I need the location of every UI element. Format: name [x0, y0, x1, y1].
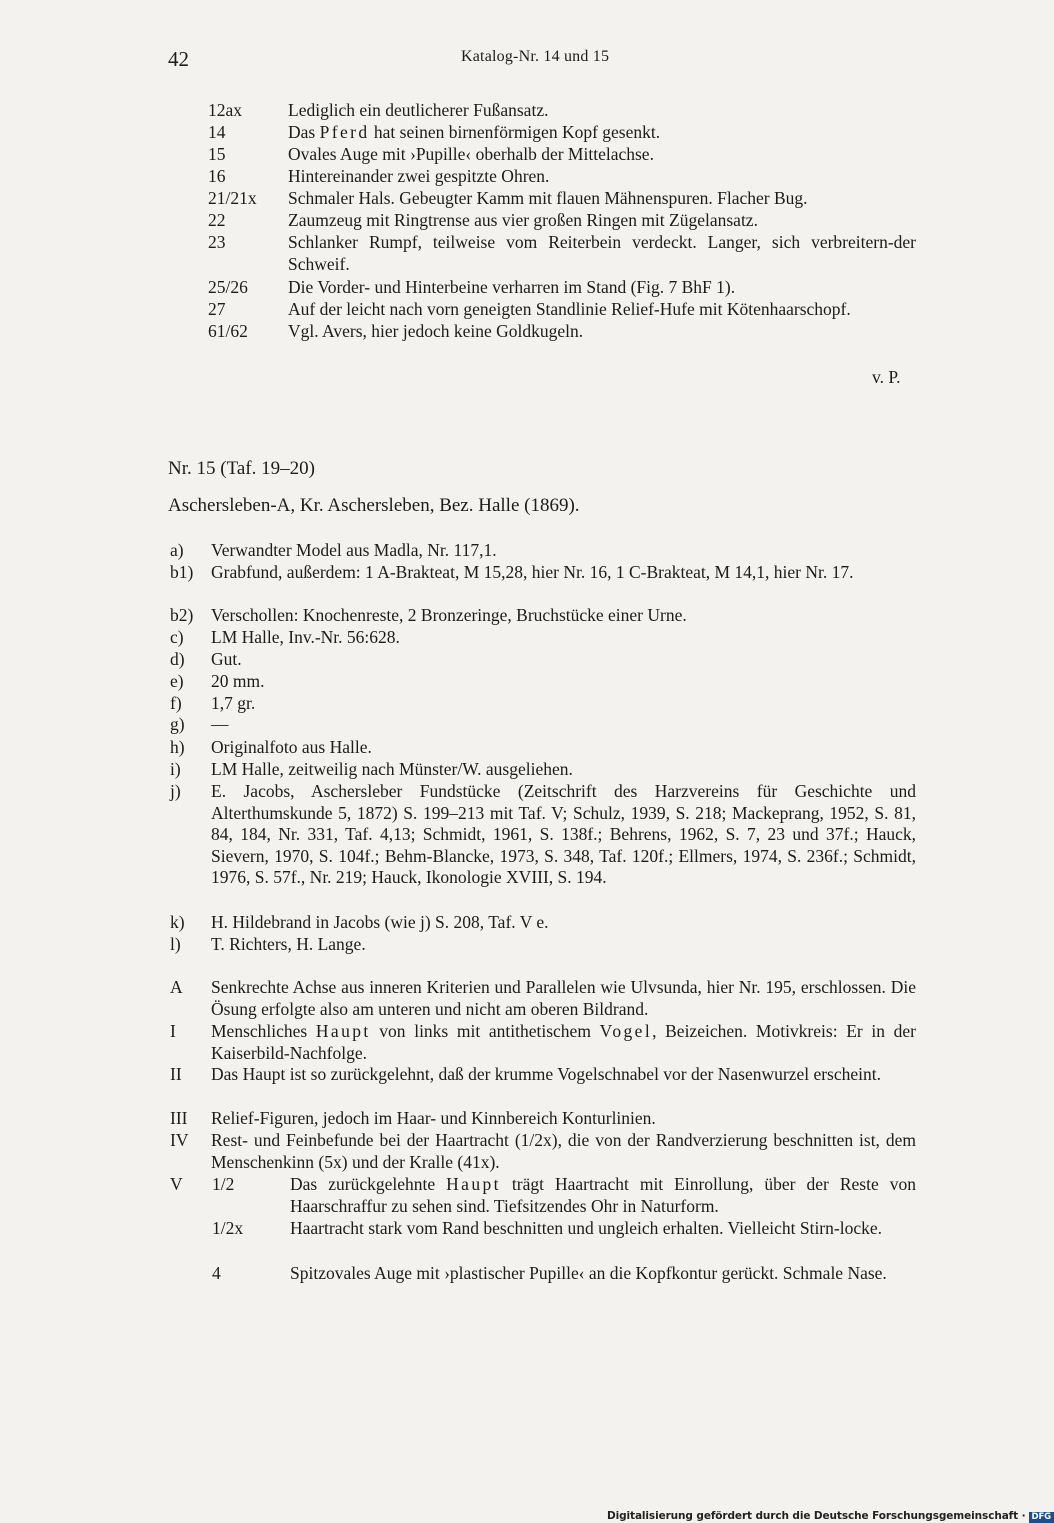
running-head: Katalog-Nr. 14 und 15 [461, 48, 610, 65]
author-signature: v. P. [872, 367, 901, 387]
entry-location: Aschersleben-A, Kr. Aschersleben, Bez. Halle (1869). [168, 495, 580, 516]
dfg-logo: DFG [1029, 1512, 1054, 1523]
entry-title: Nr. 15 (Taf. 19–20) [168, 458, 315, 479]
document-page: 42 Katalog-Nr. 14 und 15 12ax Lediglich ein deutlicherer Fußansatz. 14 Das Pferd hat seinen birnenförmigen Kopf gesenkt. 15 Ovales Auge mit ›Pupille‹ oberhalb der Mittelachse. 16 Hintereinander zwei gespitzte Ohren. 21/21x Schmaler Hals. Gebeugter Kamm mit flauen Mähnenspuren. Flacher Bug. 22 Zaumzeug mit Ringtrense aus vier großen Ringen mit Zügelansatz. 23 Schlanker Rumpf, teilweise vom Reiterbein verdeckt. Langer, sich verbreitern-der Schweif. 25/26 Die Vorder- und Hinterbeine verharren im Stand (Fig. 7 BhF 1). 27 Auf der leicht nach vorn geneigten Standlinie Relief-Hufe mit Kötenhaarschopf. 61/62 Vgl. Avers, hier jedoch keine Goldkugeln. v. P. Nr. 15 (Taf. 19–20) Aschersleben-A, Kr. Aschersleben, Bez. Halle (1869). a) Verwandter Model aus Madla, Nr. 117,1. b1) Grabfund, außerdem: 1 A-Brakteat, M 15,28, hier Nr. 16, 1 C-Brakteat, M 14,1, hier Nr. 17. b2) Verschollen: Knochenreste, 2 Bronzeringe, Bruchstücke einer Urne. c) LM Halle, Inv.-Nr. 56:628. d) Gut. e) 20 mm. f) 1,7 gr. g) — h) Originalfoto aus Halle. i) LM Halle, zeitweilig nach Münster/W. ausgeliehen. j) E. Jacobs, Aschersleber Fundstücke (Zeitschrift des Harzvereins für Geschichte und Alterthumskunde 5, 1872) S. 199–213 mit Taf. V; Schulz, 1939, S. 218; Mackeprang, 1952, S. 81, 84, 184, Nr. 331, Taf. 4,13; Schmidt, 1961, S. 138f.; Behrens, 1962, S. 7, 23 und 37f.; Hauck, Sievern, 1970, S. 104f.; Behm-Blancke, 1973, S. 348, Taf. 120f.; Ellmers, 1974, S. 236f.; Schmidt, 1976, S. 57f., Nr. 219; Hauck, Ikonologie XVIII, S. 194. k) H. Hildebrand in Jacobs (wie j) S. 208, Taf. V e. l) T. Richters, H. Lange. A Senkrechte Achse aus inneren Kriterien und Parallelen wie Ulvsunda, hier Nr. 195, erschlossen. Die Ösung erfolgte also am unteren und nicht am oberen Bildrand. I Menschliches Haupt von links mit antithetischem Vogel, Beizeichen. Motivkreis: Er in der Kaiserbild-Nachfolge. II Das Haupt ist so zurückgelehnt, daß der krumme Vogelschnabel vor der Nasenwurzel erscheint. III Relief-Figuren, jedoch im Haar- und Kinnbereich Konturlinien. IV Rest- und Feinbefunde bei der Haartracht (1/2x), die von der Randverzierung beschnitten ist, dem Menschenkinn (5x) und der Kralle (41x). V 1/2 Das zurückgelehnte Haupt trägt Haartracht mit Einrollung, über der Reste von Haarschraffur zu sehen sind. Tiefsitzendes Ohr in Naturform. 1/2x Haartracht stark vom Rand beschnitten und ungleich erhalten. Vielleicht Stirn-locke. 4 Spitzovales Auge mit ›plastischer Pupille‹ an die Kopfkontur gerückt. Schmale Nase. Digitalisierung gefördert durch die Deutsche Forschungsgemeinschaft · DFG [0, 0, 1000, 1523]
footer-credit: Digitalisierung gefördert durch die Deutsche Forschungsgemeinschaft · DFG [607, 1510, 1054, 1523]
page-number: 42 [168, 47, 189, 71]
